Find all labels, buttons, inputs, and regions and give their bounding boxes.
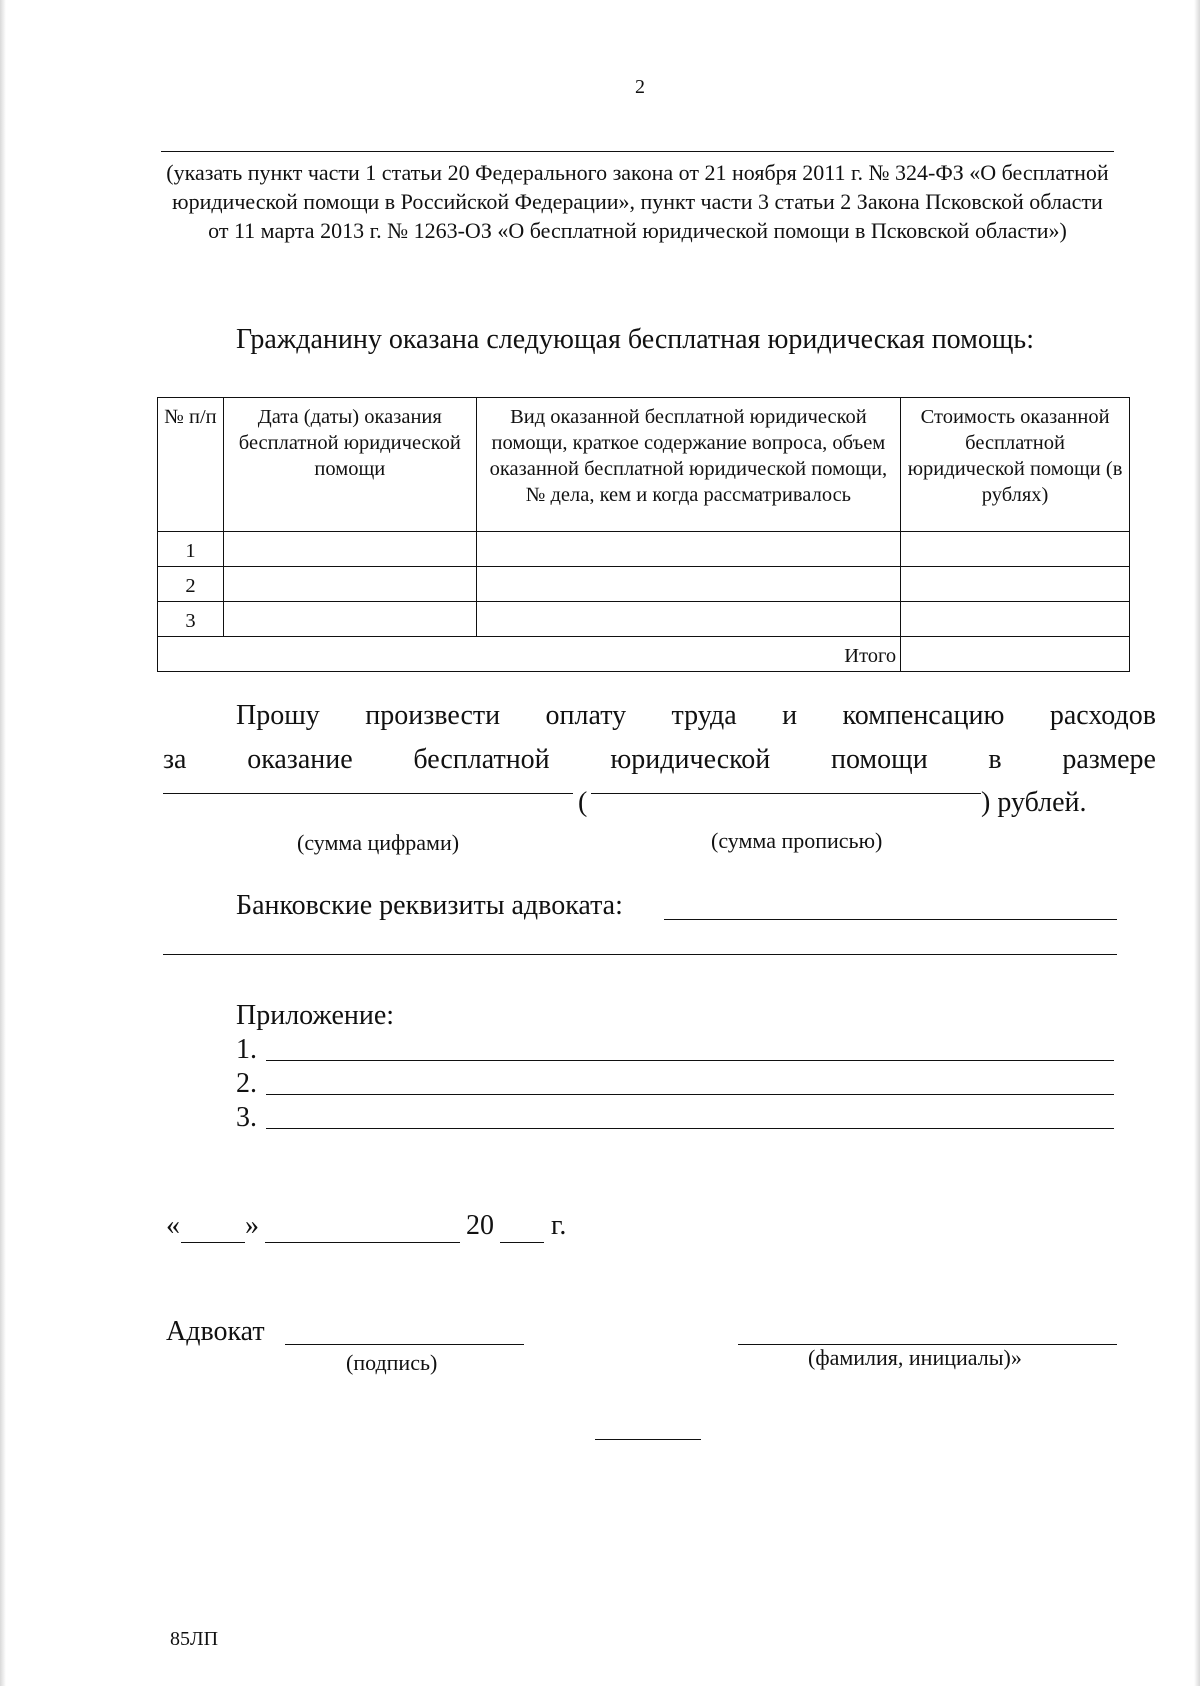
bank-details-label: Банковские реквизиты адвоката:: [236, 890, 623, 921]
date-cell[interactable]: [223, 567, 476, 602]
advocate-label: Адвокат: [166, 1316, 265, 1347]
attachment-field-1[interactable]: [266, 1034, 1114, 1061]
open-paren: (: [578, 787, 588, 818]
header-kind: Вид оказанной бесплатной юридической помощи, краткое содержание вопроса, объем оказанной бесплатной юридической помощи, № дела, кем и когда рассматривалось: [476, 398, 900, 532]
amount-digits-field[interactable]: [163, 793, 573, 794]
header-number: № п/п: [158, 398, 224, 532]
word: труда: [671, 700, 737, 731]
word: оказание: [247, 744, 353, 775]
attachment-field-2[interactable]: [266, 1068, 1114, 1095]
kind-cell[interactable]: [476, 602, 900, 637]
full-name-field[interactable]: [738, 1318, 1117, 1345]
date-year-suffix: г.: [551, 1210, 567, 1241]
scan-edge-right: [1194, 0, 1200, 1686]
attachment-number: 3.: [236, 1102, 257, 1133]
date-cell[interactable]: [223, 602, 476, 637]
payment-request-line-2: [163, 744, 1156, 776]
cost-cell[interactable]: [901, 567, 1130, 602]
cost-cell[interactable]: [901, 532, 1130, 567]
caption-amount-words: (сумма прописью): [711, 828, 883, 853]
word: Прошу: [236, 700, 320, 731]
caption-signature: (подпись): [346, 1350, 438, 1375]
kind-cell[interactable]: [476, 532, 900, 567]
word: компенсацию: [842, 700, 1005, 731]
closing-divider: [595, 1439, 701, 1440]
date-close-quote: »: [245, 1210, 259, 1241]
header-date: Дата (даты) оказания бесплатной юридической помощи: [223, 398, 476, 532]
word: бесплатной: [413, 744, 550, 775]
basis-note: (указать пункт части 1 статьи 20 Федерального закона от 21 ноября 2011 г. № 324-ФЗ «О бесплатной юридической помощи в Российской Федерации», пункт части 3 статьи 2 Закона Псковской области от 11 марта 2013 г. № 1263-ОЗ «О бесплатной юридической помощи в Псковской области»): [166, 160, 1109, 243]
date-month-field[interactable]: [265, 1216, 460, 1243]
services-table: [157, 397, 1130, 672]
table-header-row: [158, 398, 1130, 532]
attachment-number: 2.: [236, 1068, 257, 1099]
basis-fill-line: [161, 151, 1114, 152]
word: помощи: [830, 744, 928, 775]
attachments-heading: Приложение:: [236, 1000, 395, 1031]
bank-details-field-line-2[interactable]: [163, 928, 1117, 955]
bank-details-field[interactable]: [664, 893, 1117, 920]
table-row: [158, 567, 1130, 602]
amount-words-field[interactable]: [591, 793, 981, 794]
total-label: Итого: [158, 637, 901, 672]
table-row: [158, 602, 1130, 637]
rubles-label: ) рублей.: [981, 787, 1087, 818]
intro-text: Гражданину оказана следующая бесплатная юридическая помощь:: [236, 324, 1034, 355]
date-year-field[interactable]: [500, 1216, 544, 1243]
row-number: 3: [158, 602, 224, 637]
scan-edge-left: [0, 0, 6, 1686]
word: юридической: [610, 744, 771, 775]
caption-amount-digits: (сумма цифрами): [297, 830, 460, 855]
word: размере: [1062, 744, 1156, 775]
page-number: 2: [635, 76, 645, 98]
caption-full-name: (фамилия, инициалы)»: [808, 1345, 1022, 1370]
attachment-field-3[interactable]: [266, 1102, 1114, 1129]
attachment-number: 1.: [236, 1034, 257, 1065]
word: оплату: [545, 700, 627, 731]
table-row: [158, 532, 1130, 567]
table-total-row: [158, 637, 1130, 672]
total-cost-cell[interactable]: [901, 637, 1130, 672]
word: и: [782, 700, 798, 731]
row-number: 2: [158, 567, 224, 602]
kind-cell[interactable]: [476, 567, 900, 602]
date-cell[interactable]: [223, 532, 476, 567]
cost-cell[interactable]: [901, 602, 1130, 637]
signature-field[interactable]: [285, 1318, 524, 1345]
date-day-field[interactable]: [181, 1216, 245, 1243]
date-open-quote: «: [166, 1210, 180, 1241]
payment-request-line-1: [236, 700, 1156, 732]
word: произвести: [365, 700, 501, 731]
header-cost: Стоимость оказанной бесплатной юридической помощи (в рублях): [901, 398, 1130, 532]
row-number: 1: [158, 532, 224, 567]
word: в: [988, 744, 1002, 775]
word: за: [163, 744, 187, 775]
word: расходов: [1049, 700, 1156, 731]
footer-code: 85ЛП: [170, 1628, 219, 1650]
date-year-prefix: 20: [466, 1210, 494, 1241]
